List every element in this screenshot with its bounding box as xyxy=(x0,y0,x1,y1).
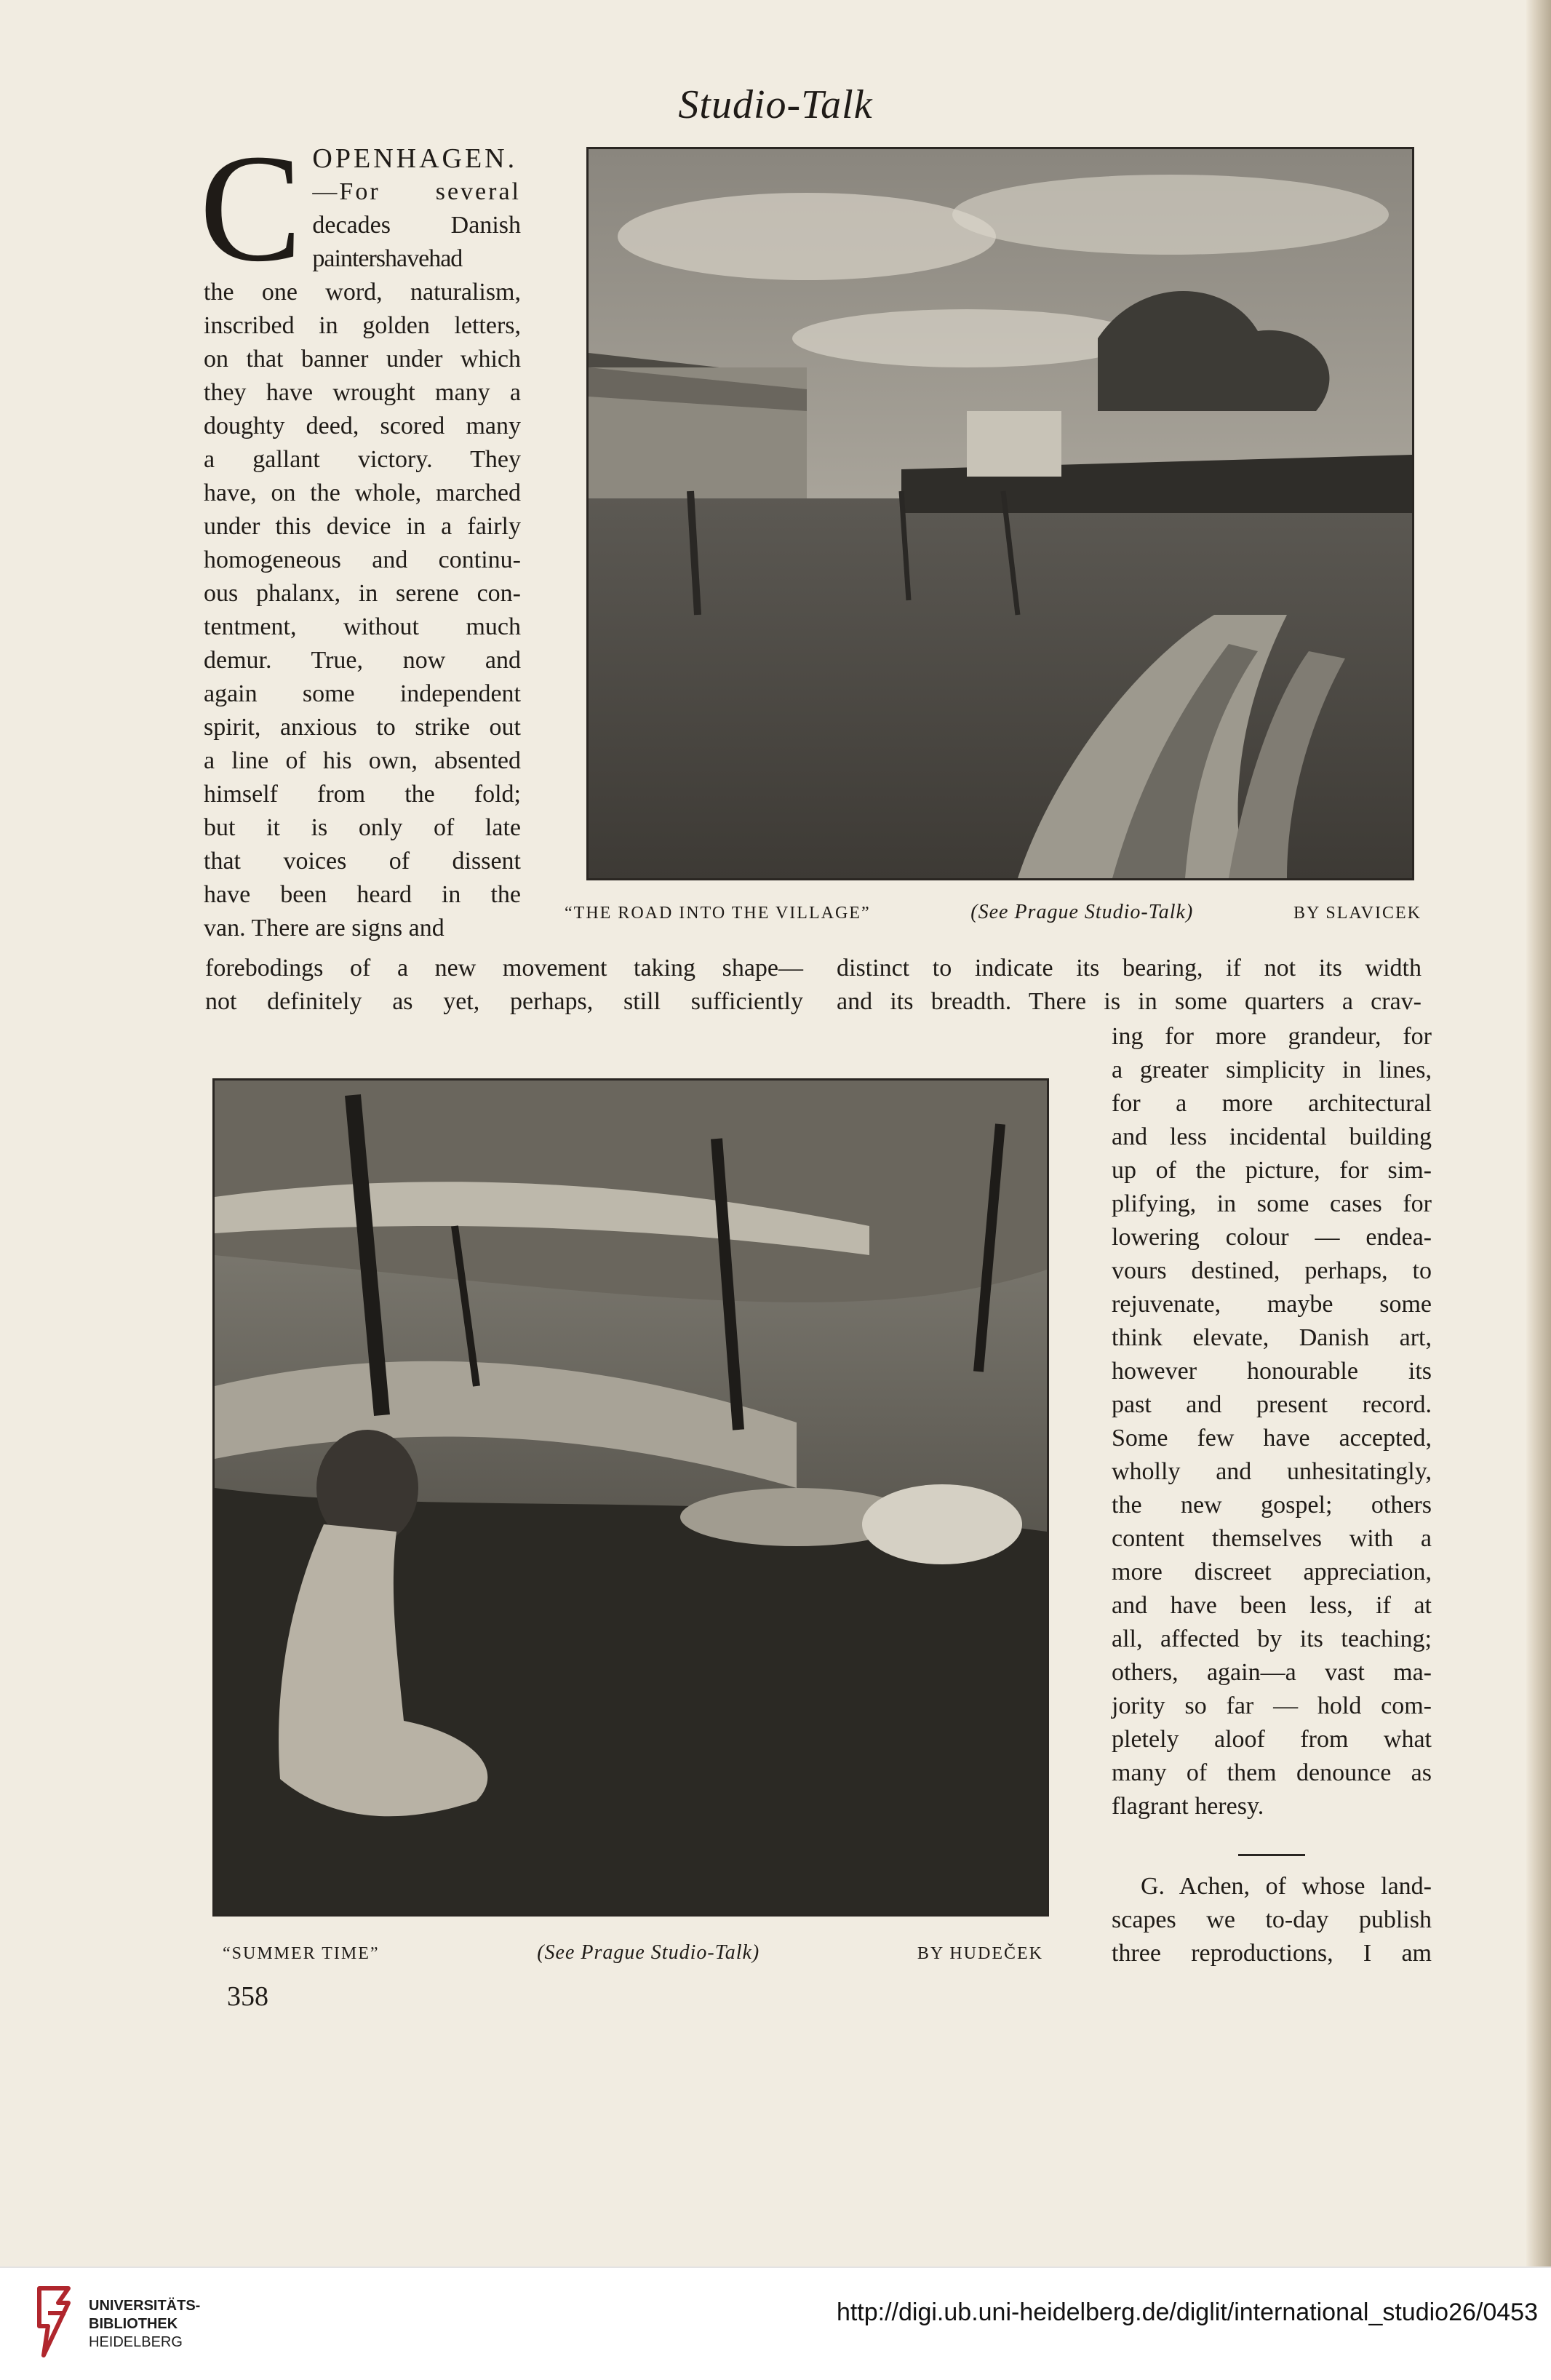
text-line: under this device in a fairly xyxy=(204,513,521,540)
text-line: three reproductions, I am xyxy=(1112,1940,1432,1967)
figure-2-reference: (See Prague Studio-Talk) xyxy=(537,1941,760,1964)
text-line: flagrant heresy. xyxy=(1112,1793,1264,1820)
text-line: forebodings of a new movement taking shape— xyxy=(205,955,803,982)
figure-1-title: “THE ROAD INTO THE VILLAGE” xyxy=(565,904,871,923)
text-line: not definitely as yet, perhaps, still sufficiently xyxy=(205,988,803,1015)
text-line: the one word, naturalism, xyxy=(204,279,521,306)
text-line: more discreet appreciation, xyxy=(1112,1559,1432,1585)
document-url[interactable]: http://digi.ub.uni-heidelberg.de/diglit/international_studio26/0453 xyxy=(836,2299,1538,2326)
left-column-lines xyxy=(204,276,521,912)
library-name-line: HEIDELBERG xyxy=(89,2334,183,2350)
library-name-line: BIBLIOTHEK xyxy=(89,2316,178,2332)
text-line: a gallant victory. They xyxy=(204,446,521,473)
left-column-top xyxy=(199,122,521,945)
opening-line: OPENHAGEN. xyxy=(312,143,518,174)
figure-2-artist: BY HUDEČEK xyxy=(917,1944,1043,1963)
viewer-footer xyxy=(0,2266,1551,2380)
painting-summer-time xyxy=(212,1078,1049,1917)
text-line: G. Achen, of whose land- xyxy=(1141,1873,1432,1900)
text-line: but it is only of late xyxy=(204,814,521,841)
text-line: plifying, in some cases for xyxy=(1112,1190,1432,1217)
text-line: past and present record. xyxy=(1112,1391,1432,1418)
text-line: vours destined, perhaps, to xyxy=(1112,1257,1432,1284)
text-line: doughty deed, scored many xyxy=(204,413,521,439)
text-line: they have wrought many a xyxy=(204,379,521,406)
text-line: lowering colour — endea- xyxy=(1112,1224,1432,1251)
opening-line: paintershavehad xyxy=(312,245,463,272)
section-rule xyxy=(1238,1854,1305,1856)
text-line: on that banner under which xyxy=(204,346,521,373)
right-middle-lines xyxy=(837,952,1422,1019)
text-line: have been heard in the xyxy=(204,881,521,908)
text-line: scapes we to-day publish xyxy=(1112,1906,1432,1933)
opening-line: —For several xyxy=(312,178,521,205)
text-line: distinct to indicate its bearing, if not its width xyxy=(837,955,1422,982)
text-line: ous phalanx, in serene con- xyxy=(204,580,521,607)
figure-2-title: “SUMMER TIME” xyxy=(223,1944,380,1963)
library-name-line: UNIVERSITÄTS- xyxy=(89,2298,201,2314)
text-line: Some few have accepted, xyxy=(1112,1425,1432,1452)
page-binding-shadow xyxy=(1526,0,1551,2266)
text-line: have, on the whole, marched xyxy=(204,479,521,506)
library-name[interactable] xyxy=(89,2297,200,2352)
text-line: content themselves with a xyxy=(1112,1525,1432,1552)
opening-line: decades Danish xyxy=(312,212,521,239)
text-line: van. There are signs and xyxy=(204,915,444,942)
text-line: tentment, without much xyxy=(204,613,521,640)
text-line: and have been less, if at xyxy=(1112,1592,1432,1619)
text-line: a greater simplicity in lines, xyxy=(1112,1056,1432,1083)
page-number: 358 xyxy=(227,1981,268,2012)
text-line: demur. True, now and xyxy=(204,647,521,674)
painting-summer-time-image xyxy=(215,1080,1047,1914)
figure-1-artist: BY SLAVICEK xyxy=(1293,904,1422,923)
figure-2-caption xyxy=(223,1941,1043,1965)
text-line: up of the picture, for sim- xyxy=(1112,1157,1432,1184)
figure-1-reference: (See Prague Studio-Talk) xyxy=(970,901,1194,923)
text-line: jority so far — hold com- xyxy=(1112,1692,1432,1719)
painting-road-into-village-image xyxy=(589,149,1412,878)
text-line: think elevate, Danish art, xyxy=(1112,1324,1432,1351)
text-line: and less incidental building xyxy=(1112,1123,1432,1150)
running-head: Studio-Talk xyxy=(678,82,873,127)
library-logo-icon[interactable] xyxy=(36,2284,79,2360)
text-line: wholly and unhesitatingly, xyxy=(1112,1458,1432,1485)
text-line: pletely aloof from what xyxy=(1112,1726,1432,1753)
right-column xyxy=(1112,1020,1432,1823)
text-line: the new gospel; others xyxy=(1112,1492,1432,1519)
text-line: a line of his own, absented xyxy=(204,747,521,774)
painting-road-into-village xyxy=(586,147,1414,880)
text-line: all, affected by its teaching; xyxy=(1112,1625,1432,1652)
text-line: rejuvenate, maybe some xyxy=(1112,1291,1432,1318)
text-line: himself from the fold; xyxy=(204,781,521,808)
second-paragraph-lines xyxy=(1112,1870,1432,1970)
text-line: spirit, anxious to strike out xyxy=(204,714,521,741)
text-line: again some independent xyxy=(204,680,521,707)
text-line: for a more architectural xyxy=(1112,1090,1432,1117)
text-line: many of them denounce as xyxy=(1112,1759,1432,1786)
text-line: inscribed in golden letters, xyxy=(204,312,521,339)
text-line: that voices of dissent xyxy=(204,848,521,875)
drop-cap: C xyxy=(199,122,303,293)
text-line: and its breadth. There is in some quarters a crav- xyxy=(837,988,1422,1015)
second-paragraph xyxy=(1112,1870,1432,1970)
right-column-lines xyxy=(1112,1020,1432,1823)
text-line: homogeneous and continu- xyxy=(204,546,521,573)
figure-1-caption xyxy=(565,901,1422,924)
text-line: others, again—a vast ma- xyxy=(1112,1659,1432,1686)
text-line: however honourable its xyxy=(1112,1358,1432,1385)
text-line: ing for more grandeur, for xyxy=(1112,1023,1432,1050)
left-bottom-lines xyxy=(205,952,803,1019)
